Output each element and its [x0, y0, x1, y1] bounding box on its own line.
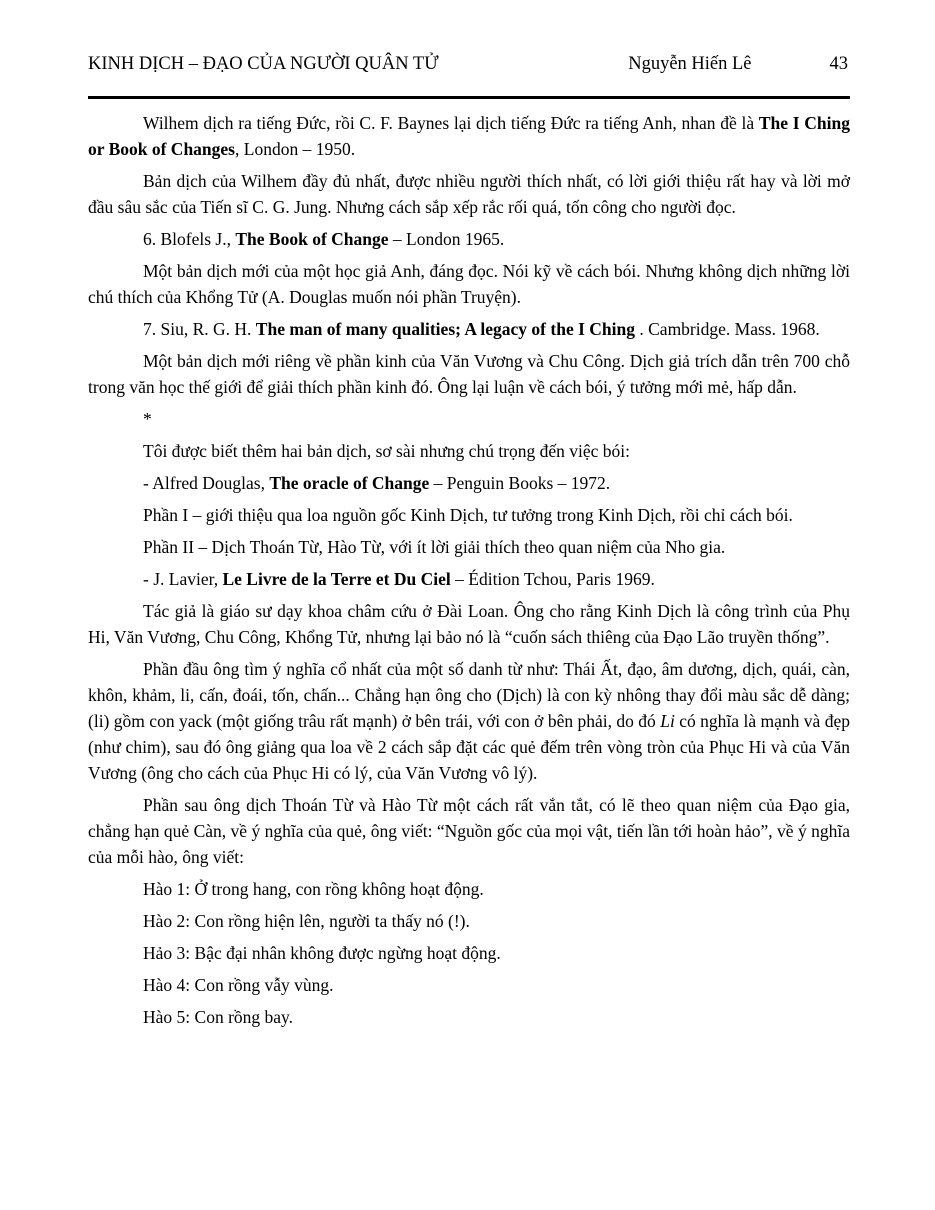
asterisk: *	[143, 409, 152, 429]
text-run: Hào 5: Con rồng bay.	[143, 1007, 294, 1027]
text-run: . Cambridge. Mass. 1968.	[635, 319, 820, 339]
line-hao-5	[88, 1004, 850, 1030]
text-run: Hào 4: Con rồng vẫy vùng.	[143, 975, 334, 995]
paragraph-blofels-comment	[88, 258, 850, 310]
text-run: Một bản dịch mới riêng về phần kinh của Văn Vương và Chu Công. Dịch giả trích dẫn trên 700 chỗ trong văn học thế giới để giải thích phần kinh đó. Ông lại luận về cách bói, ý tưởng mới mẻ, hấp dẫn.	[88, 351, 850, 397]
text-run: – Penguin Books – 1972.	[429, 473, 611, 493]
text-run: Tôi được biết thêm hai bản dịch, sơ sài nhưng chú trọng đến việc bói:	[143, 441, 631, 461]
line-hao-1	[88, 876, 850, 902]
text-run: – Édition Tchou, Paris 1969.	[450, 569, 655, 589]
text-run: Phần sau ông dịch Thoán Từ và Hào Từ một cách rất vắn tắt, có lẽ theo quan niệm của Đạo gia, chẳng hạn quẻ Càn, về ý nghĩa của quẻ, ông viết: “Nguồn gốc của mọi vật, tiến lần tới hoàn hảo”, về ý nghĩa của mỗi hào, ông viết:	[88, 795, 850, 867]
book-title-run: The oracle of Change	[269, 473, 430, 493]
page-header	[88, 52, 850, 76]
text-run: Tác giả là giáo sư dạy khoa châm cứu ở Đài Loan. Ông cho rằng Kinh Dịch là công trình của Phụ Hi, Văn Vương, Chu Công, Khổng Tử, nhưng lại bảo nó là “cuốn sách thiêng của Đạo Lão truyền thống”.	[88, 601, 850, 647]
book-title-run: Le Livre de la Terre et Du Ciel	[222, 569, 451, 589]
text-run: Phần đầu ông tìm ý nghĩa cổ nhất của một số danh từ như: Thái Ất, đạo, âm dương, dịch, quái, càn, khôn, khảm, li, cấn, đoái, tốn, chấn... Chẳng hạn ông cho (Dịch) là con kỳ nhông thay đổi màu sắc dễ dàng; (li) gồm con yack (một giống trâu rất mạnh) ở bên trái, với con ở bên phải, do đó	[88, 659, 850, 731]
text-run: - J. Lavier,	[143, 569, 223, 589]
text-run: Hảo 3: Bậc đại nhân không được ngừng hoạt động.	[143, 943, 501, 963]
author-name: Nguyễn Hiến Lê	[628, 54, 752, 74]
text-run: Một bản dịch mới của một học giả Anh, đáng đọc. Nói kỹ về cách bói. Nhưng không dịch những lời chú thích của Khổng Tử (A. Douglas muốn nói phần Truyện).	[88, 261, 850, 307]
paragraph-lavier-author	[88, 598, 850, 650]
paragraph-part-one	[88, 502, 850, 528]
paragraph-lavier-entry	[88, 566, 850, 592]
term-li-italic: Li	[660, 711, 675, 731]
line-hao-2	[88, 908, 850, 934]
book-title-run: The Book of Change	[235, 229, 389, 249]
line-hao-4	[88, 972, 850, 998]
section-separator-star	[88, 406, 850, 432]
text-run: có nghĩa là mạnh và đẹp (như chim), sau đó ông giảng qua loa về 2 cách sắp đặt các quẻ đếm trên vòng tròn của Phục Hi và của Văn Vương (ông cho cách của Phục Hi có lý, của Văn Vương vô lý).	[88, 711, 850, 783]
book-title-run: The I Ching or Book of Changes	[88, 113, 850, 159]
text-run: Phần I – giới thiệu qua loa nguồn gốc Kinh Dịch, tư tưởng trong Kinh Dịch, rồi chỉ cách bói.	[143, 505, 793, 525]
paragraph-siu-entry	[88, 316, 850, 342]
paragraph-siu-comment	[88, 348, 850, 400]
paragraph-blofels-entry	[88, 226, 850, 252]
paragraph-part-two	[88, 534, 850, 560]
text-run: 7. Siu, R. G. H.	[143, 319, 256, 339]
paragraph-lavier-part-one	[88, 656, 850, 786]
page-number: 43	[829, 54, 848, 74]
text-run: Hào 1: Ở trong hang, con rồng không hoạt động.	[143, 879, 484, 899]
page-body	[88, 110, 850, 1030]
text-run: – London 1965.	[388, 229, 505, 249]
book-title-run: The man of many qualities; A legacy of the I Ching	[255, 319, 635, 339]
text-run: Bản dịch của Wilhem đầy đủ nhất, được nhiều người thích nhất, có lời giới thiệu rất hay và lời mở đầu sâu sắc của Tiến sĩ C. G. Jung. Nhưng cách sắp xếp rắc rối quá, tốn công cho người đọc.	[88, 171, 850, 217]
header-rule	[88, 96, 850, 99]
paragraph-lavier-part-two	[88, 792, 850, 870]
text-run: - Alfred Douglas,	[143, 473, 270, 493]
text-run: , London – 1950.	[235, 139, 356, 159]
text-run: Hào 2: Con rồng hiện lên, người ta thấy nó (!).	[143, 911, 470, 931]
running-title: KINH DỊCH – ĐẠO CỦA NGƯỜI QUÂN TỬ	[88, 54, 439, 74]
line-hao-3	[88, 940, 850, 966]
text-run: Wilhem dịch ra tiếng Đức, rồi C. F. Baynes lại dịch tiếng Đức ra tiếng Anh, nhan đề là	[143, 113, 759, 133]
paragraph-two-more-translations	[88, 438, 850, 464]
paragraph-douglas-entry	[88, 470, 850, 496]
text-run: 6. Blofels J.,	[143, 229, 236, 249]
paragraph-wilhem-comment	[88, 168, 850, 220]
text-run: Phần II – Dịch Thoán Từ, Hào Từ, với ít lời giải thích theo quan niệm của Nho gia.	[143, 537, 726, 557]
paragraph-wilhem-translation	[88, 110, 850, 162]
